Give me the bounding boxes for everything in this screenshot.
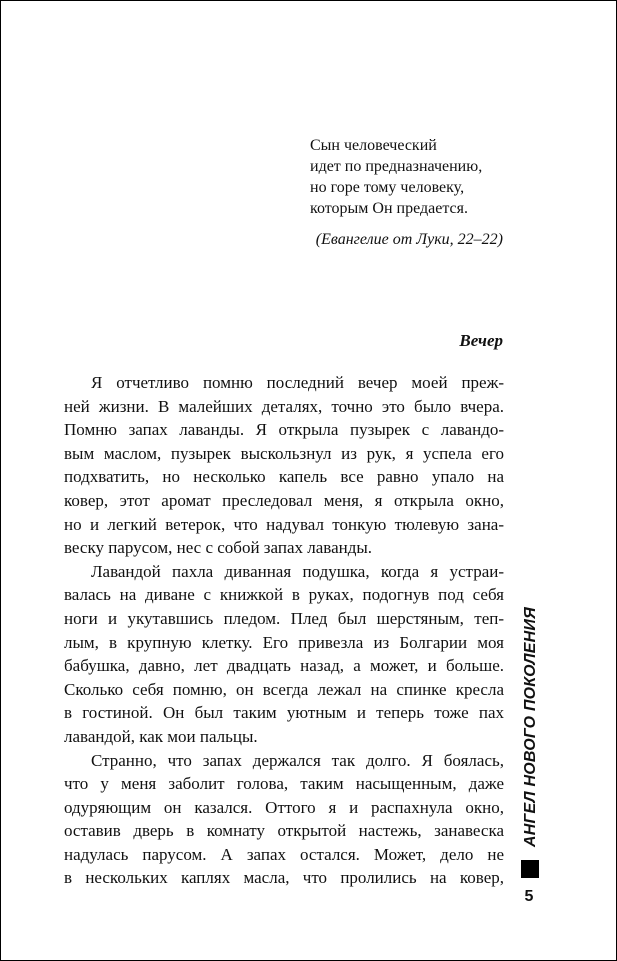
text-line: но и легкий ветерок, что надувал тонкую тюлевую зана-: [64, 514, 504, 534]
text-line: оставив дверь в комнату открытой настежь, занавеска: [64, 821, 504, 841]
epigraph: [310, 135, 510, 219]
text-line: лавандой, как мои пальцы.: [64, 726, 258, 746]
chapter-title: Вечер: [459, 331, 503, 350]
epigraph-line: идет по предназначению,: [310, 158, 483, 175]
text-line: ноги и укутавшись пледом. Плед был шерстяным, теп-: [64, 608, 504, 628]
text-line: подхватить, но несколько капель все равно упало на: [64, 467, 504, 487]
text-line: Помню запах лаванды. Я открыла пузырек с лавандо-: [64, 420, 504, 440]
text-line: что у меня заболит голова, таким насыщенным, даже: [64, 774, 504, 794]
page-number: 5: [524, 888, 534, 905]
text-line: Лавандой пахла диванная подушка, когда я устраи-: [91, 561, 504, 581]
text-line: Сколько себя помню, он всегда лежал на спинке кресла: [64, 679, 504, 699]
epigraph-source: (Евангелие от Луки, 22–22): [315, 231, 503, 248]
text-line: Странно, что запах держался так долго. Я боялась,: [91, 750, 504, 770]
body-text: [64, 371, 504, 890]
epigraph-line: но горе тому человеку,: [310, 179, 465, 196]
text-line: бабушка, давно, лет двадцать назад, а может, и больше.: [64, 656, 504, 676]
section-marker: [521, 860, 539, 878]
text-line: Я отчетливо помню последний вечер моей преж-: [91, 373, 504, 392]
text-line: в гостиной. Он был таким уютным и теперь тоже пах: [64, 703, 504, 723]
running-title: [520, 605, 542, 849]
epigraph-line: Сын человеческий: [310, 137, 437, 154]
text-line: одуряющим он казался. Оттого я и распахнула окно,: [64, 797, 504, 817]
text-line: лым, в крупную клетку. Его привезла из Болгарии моя: [64, 632, 504, 652]
text-line: в нескольких каплях масла, что пролились на ковер,: [64, 868, 504, 888]
text-line: валась на диване с книжкой в руках, подогнув под себя: [64, 585, 504, 605]
epigraph-line: которым Он предается.: [310, 200, 468, 217]
text-line: вым маслом, пузырек выскользнул из рук, я успела его: [64, 443, 504, 463]
running-title-text: АНГЕЛ НОВОГО ПОКОЛЕНИЯ: [522, 607, 539, 847]
text-line: веску парусом, нес с собой запах лаванды.: [64, 538, 373, 558]
text-line: ковер, этот аромат преследовал меня, я открыла окно,: [64, 490, 504, 510]
text-line: надулась парусом. А запах остался. Может, дело не: [64, 844, 504, 864]
text-line: ней жизни. В малейших деталях, точно это было вчера.: [64, 396, 504, 416]
